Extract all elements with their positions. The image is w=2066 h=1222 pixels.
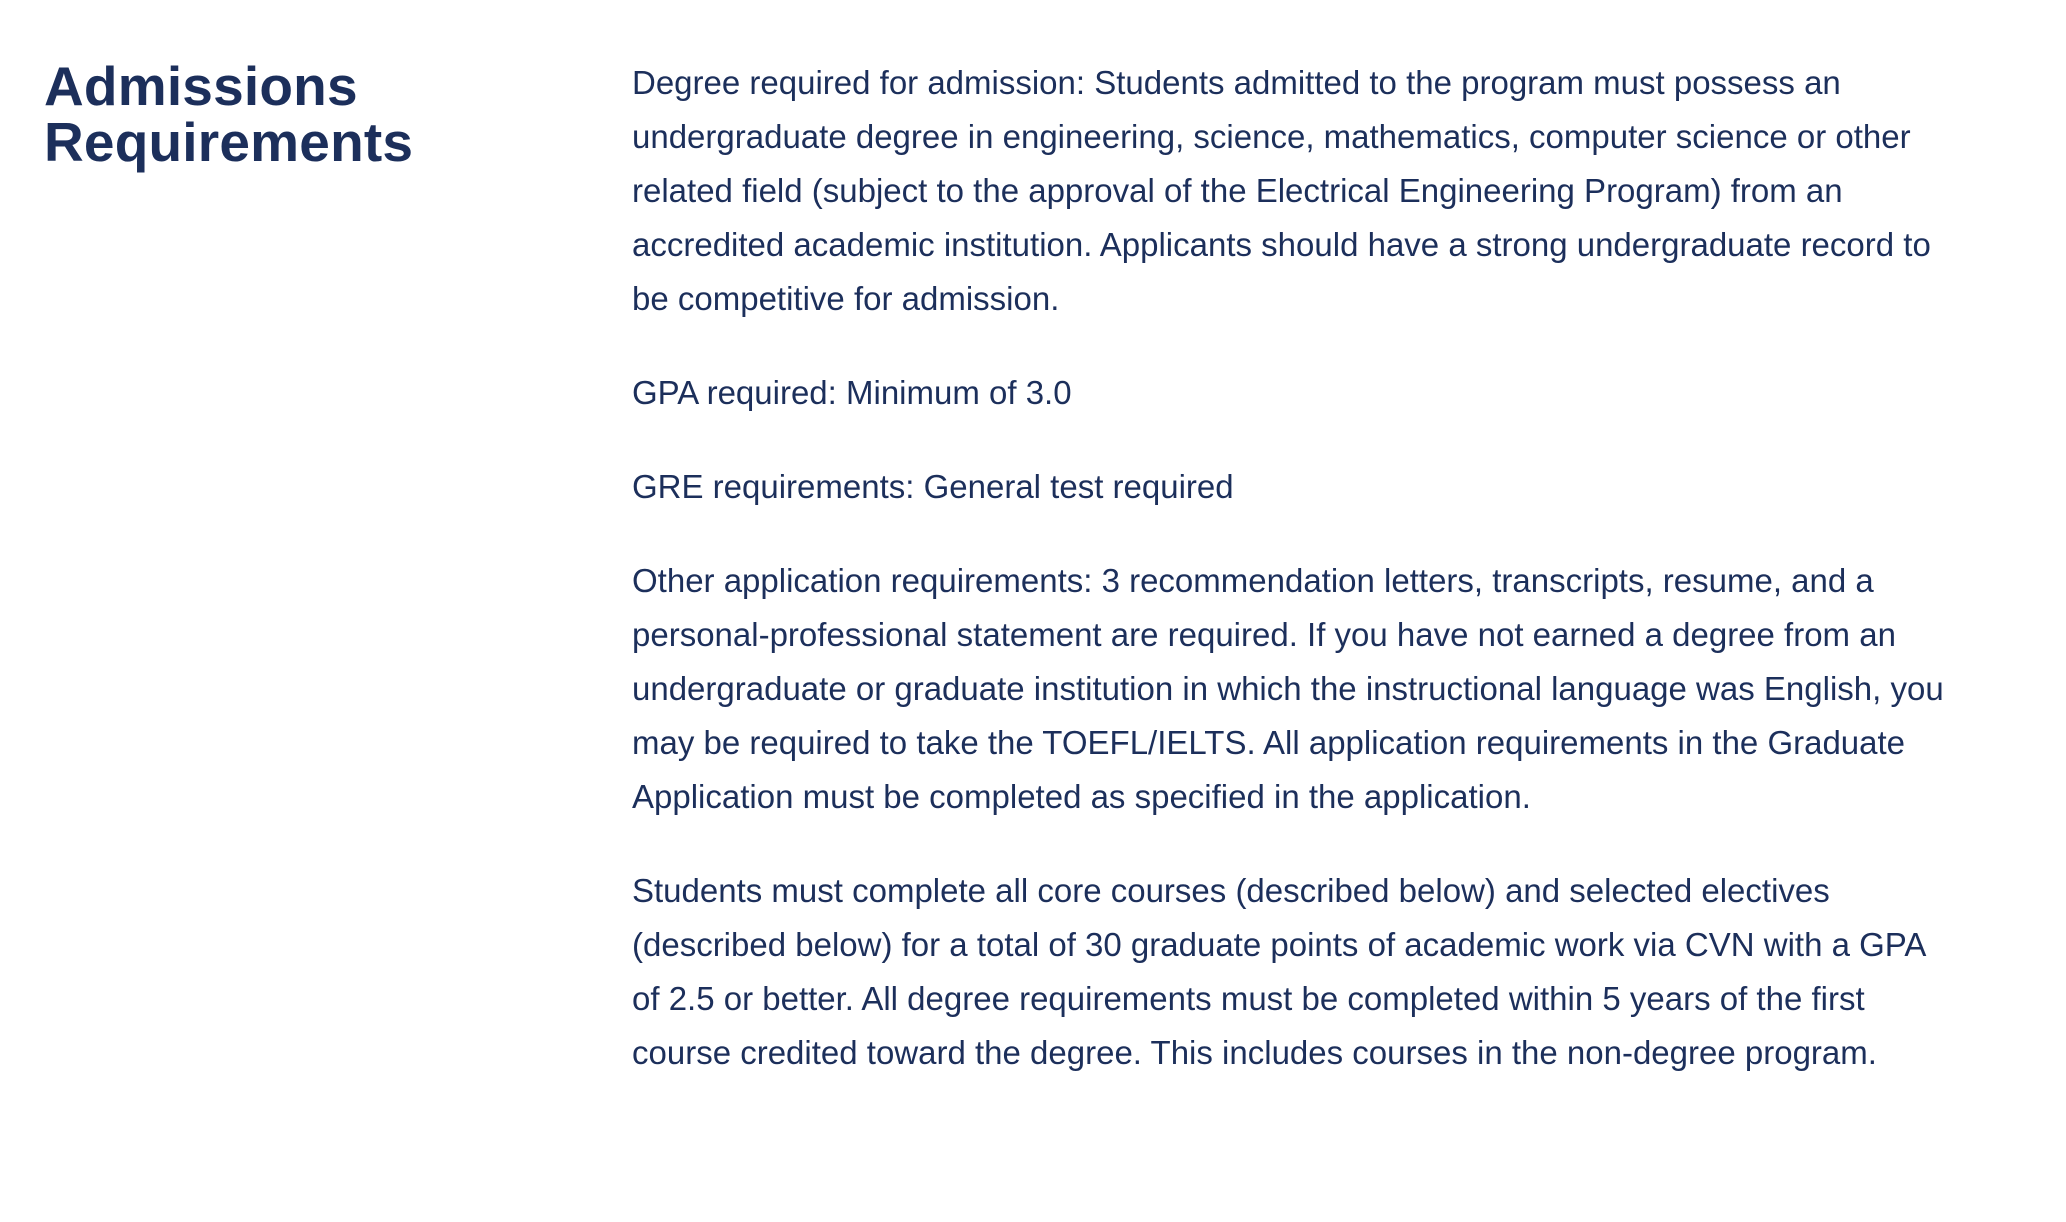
degree-requirement-paragraph: Degree required for admission: Students admitted to the program must possess an undergraduate degree in engineering, science, mathematics, computer science or other related field (subject to the approval of the Electrical Engineering Program) from an accredited academic institution. Applicants should have a strong undergraduate record to be competitive for admission. bbox=[632, 64, 1931, 317]
gpa-requirement-paragraph: GPA required: Minimum of 3.0 bbox=[632, 374, 1072, 411]
gre-requirement-paragraph: GRE requirements: General test required bbox=[632, 468, 1234, 505]
course-completion-paragraph: Students must complete all core courses (described below) and selected electives (described below) for a total of 30 graduate points of academic work via CVN with a GPA of 2.5 or better. All degree requirements must be completed within 5 years of the first course credited toward the degree. This includes courses in the non-degree program. bbox=[632, 872, 1925, 1071]
section-title: Admissions Requirements bbox=[44, 55, 414, 173]
other-requirements-paragraph: Other application requirements: 3 recommendation letters, transcripts, resume, and a personal-professional statement are required. If you have not earned a degree from an undergraduate or graduate institution in which the instructional language was English, you may be required to take the TOEFL/IELTS. All application requirements in the Graduate Application must be completed as specified in the application. bbox=[632, 562, 1944, 815]
requirements-content bbox=[632, 56, 1952, 1120]
